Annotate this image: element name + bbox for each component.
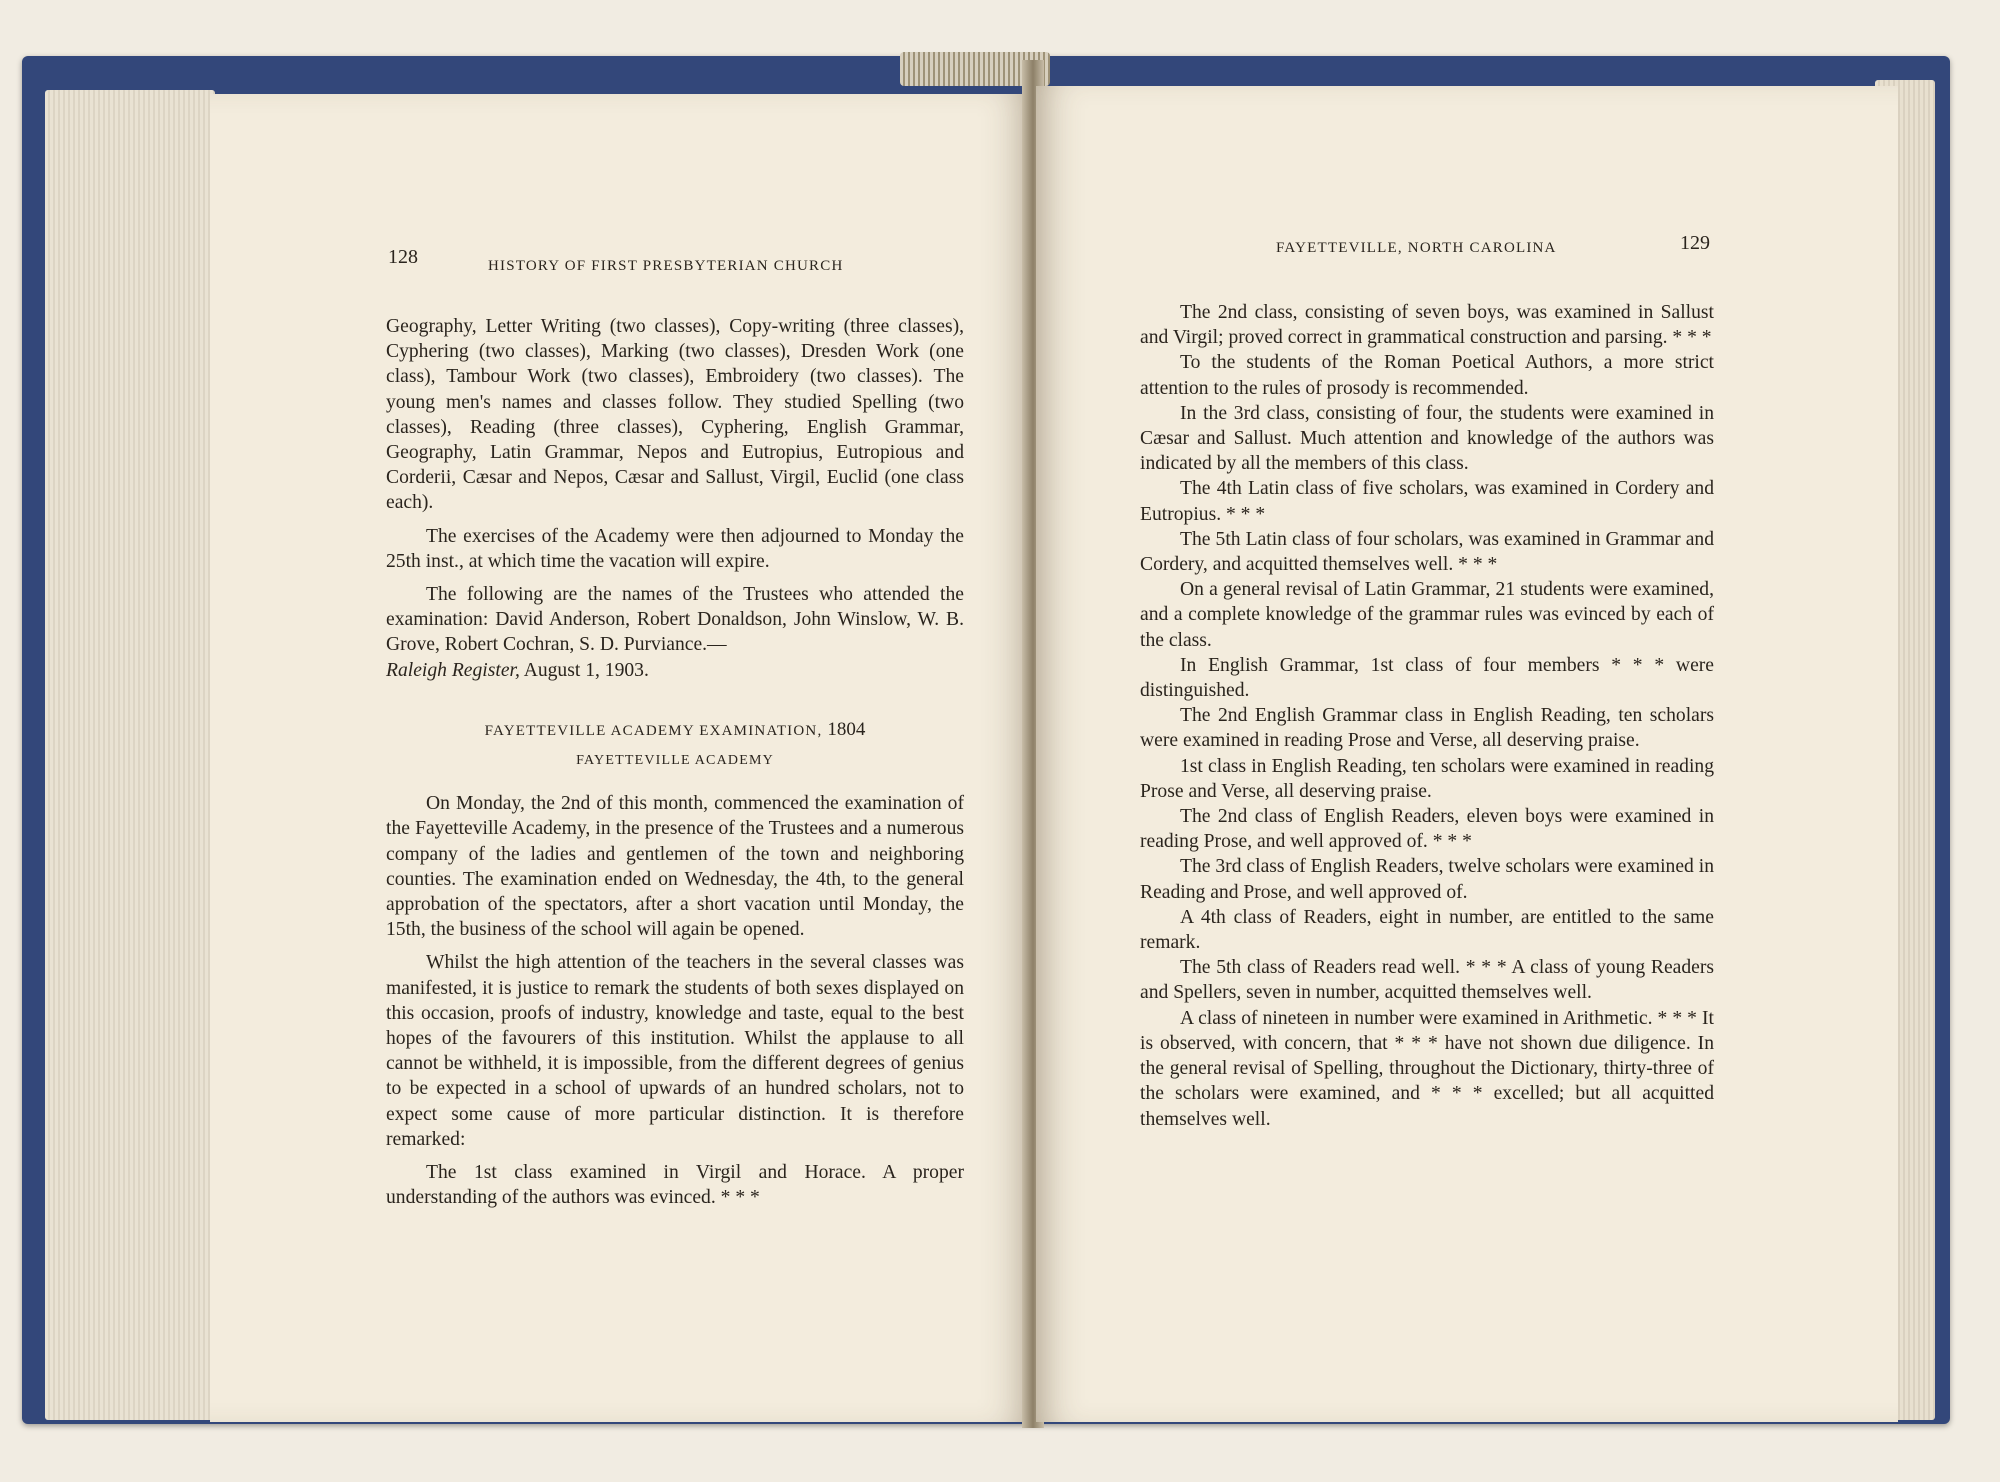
section-year: 1804 <box>827 718 866 740</box>
left-page <box>210 94 1030 1422</box>
page-number: 129 <box>1680 232 1710 254</box>
paragraph: In English Grammar, 1st class of four members * * * were distinguished. <box>1140 654 1714 702</box>
paragraph-text: The following are the names of the Trustees who attended the examination: David Anderson, Robert Donaldson, John Winslow, W. B. Grove, Robert Cochran, S. D. Purviance.— <box>386 584 964 656</box>
right-page <box>1036 86 1898 1422</box>
paragraph: 1st class in English Reading, ten scholars were examined in reading Prose and Verse, all deserving praise. <box>1140 755 1714 802</box>
paragraph: The 1st class examined in Virgil and Horace. A proper understanding of the authors was evinced. * * * <box>386 1162 964 1209</box>
page-number: 128 <box>388 246 418 268</box>
citation-date: August 1, 1903. <box>519 659 649 681</box>
paragraph: A 4th class of Readers, eight in number, are entitled to the same remark. <box>1140 906 1714 954</box>
section-title-text: FAYETTEVILLE ACADEMY EXAMINATION, <box>484 722 823 739</box>
paragraph: The 2nd class, consisting of seven boys, was examined in Sallust and Virgil; proved correct in grammatical construction and parsing. * * * <box>1140 302 1714 349</box>
paragraph: The 5th Latin class of four scholars, was examined in Grammar and Cordery, and acquitted themselves well. * * * <box>1140 528 1714 576</box>
paragraph: On Monday, the 2nd of this month, commenced the examination of the Fayetteville Academy, in the presence of the Trustees and a numerous company of the ladies and gentlemen of the town and neighboring counties. The examination ended on Wednesday, the 4th, to the general approbation of the spectators, after a short vacation until Monday, the 15th, the business of the school will again be opened. <box>386 793 964 941</box>
paragraph <box>386 582 964 683</box>
running-header: FAYETTEVILLE, NORTH CAROLINA <box>1276 240 1557 256</box>
paragraph: The 3rd class of English Readers, twelve scholars were examined in Reading and Prose, and well approved of. <box>1140 856 1714 903</box>
right-page-body <box>1140 300 1714 1132</box>
paragraph: The 2nd English Grammar class in English Reading, ten scholars were examined in reading Prose and Verse, all deserving praise. <box>1140 705 1714 752</box>
paragraph: The 4th Latin class of five scholars, was examined in Cordery and Eutropius. * * * <box>1140 478 1714 525</box>
paragraph: Geography, Letter Writing (two classes), Copy-writing (three classes), Cyphering (two classes), Marking (two classes), Dresden Work (one class), Tambour Work (two classes), Embroidery (two classes). The young men's names and classes follow. They studied Spelling (two classes), Reading (three classes), Cyphering, English Grammar, Geography, Latin Grammar, Nepos and Eutropius, Eutropious and Corderii, Cæsar and Nepos, Cæsar and Sallust, Virgil, Euclid (one class each). <box>386 316 964 514</box>
paragraph: In the 3rd class, consisting of four, the students were examined in Cæsar and Sallust. Much attention and knowledge of the authors was indicated by all the members of this class. <box>1140 402 1714 475</box>
paragraph: The exercises of the Academy were then adjourned to Monday the 25th inst., at which time the vacation will expire. <box>386 525 964 572</box>
paragraph: Whilst the high attention of the teachers in the several classes was manifested, it is justice to remark the students of both sexes displayed on this occasion, proofs of industry, knowledge and taste, equal to the best hopes of the favourers of this institution. Whilst the applause to all cannot be withheld, it is impossible, from the different degrees of genius to be expected in a school of upwards of an hundred scholars, not to expect some cause of more particular distinction. It is therefore remarked: <box>386 952 964 1150</box>
paragraph: The 2nd class of English Readers, eleven boys were examined in reading Prose, and well approved of. * * * <box>1140 806 1714 853</box>
paragraph: The 5th class of Readers read well. * * * A class of young Readers and Spellers, seven in number, acquitted themselves well. <box>1140 957 1714 1004</box>
paragraph: To the students of the Roman Poetical Authors, a more strict attention to the rules of prosody is recommended. <box>1140 352 1714 399</box>
citation-source: Raleigh Register, <box>386 659 520 681</box>
paragraph: A class of nineteen in number were examined in Arithmetic. * * * It is observed, with concern, that * * * have not shown due diligence. In the general revisal of Spelling, throughout the Dictionary, thirty-three of the scholars were examined, and * * * excelled; but all acquitted themselves well. <box>1140 1007 1714 1130</box>
section-title <box>386 717 964 744</box>
paragraph: On a general revisal of Latin Grammar, 21 students were examined, and a complete knowledge of the grammar rules was evinced by each of the class. <box>1140 579 1714 651</box>
left-page-body <box>386 314 964 1211</box>
running-header: HISTORY OF FIRST PRESBYTERIAN CHURCH <box>488 258 844 274</box>
page-edges-left <box>45 90 215 1420</box>
section-subtitle: FAYETTEVILLE ACADEMY <box>576 753 774 769</box>
